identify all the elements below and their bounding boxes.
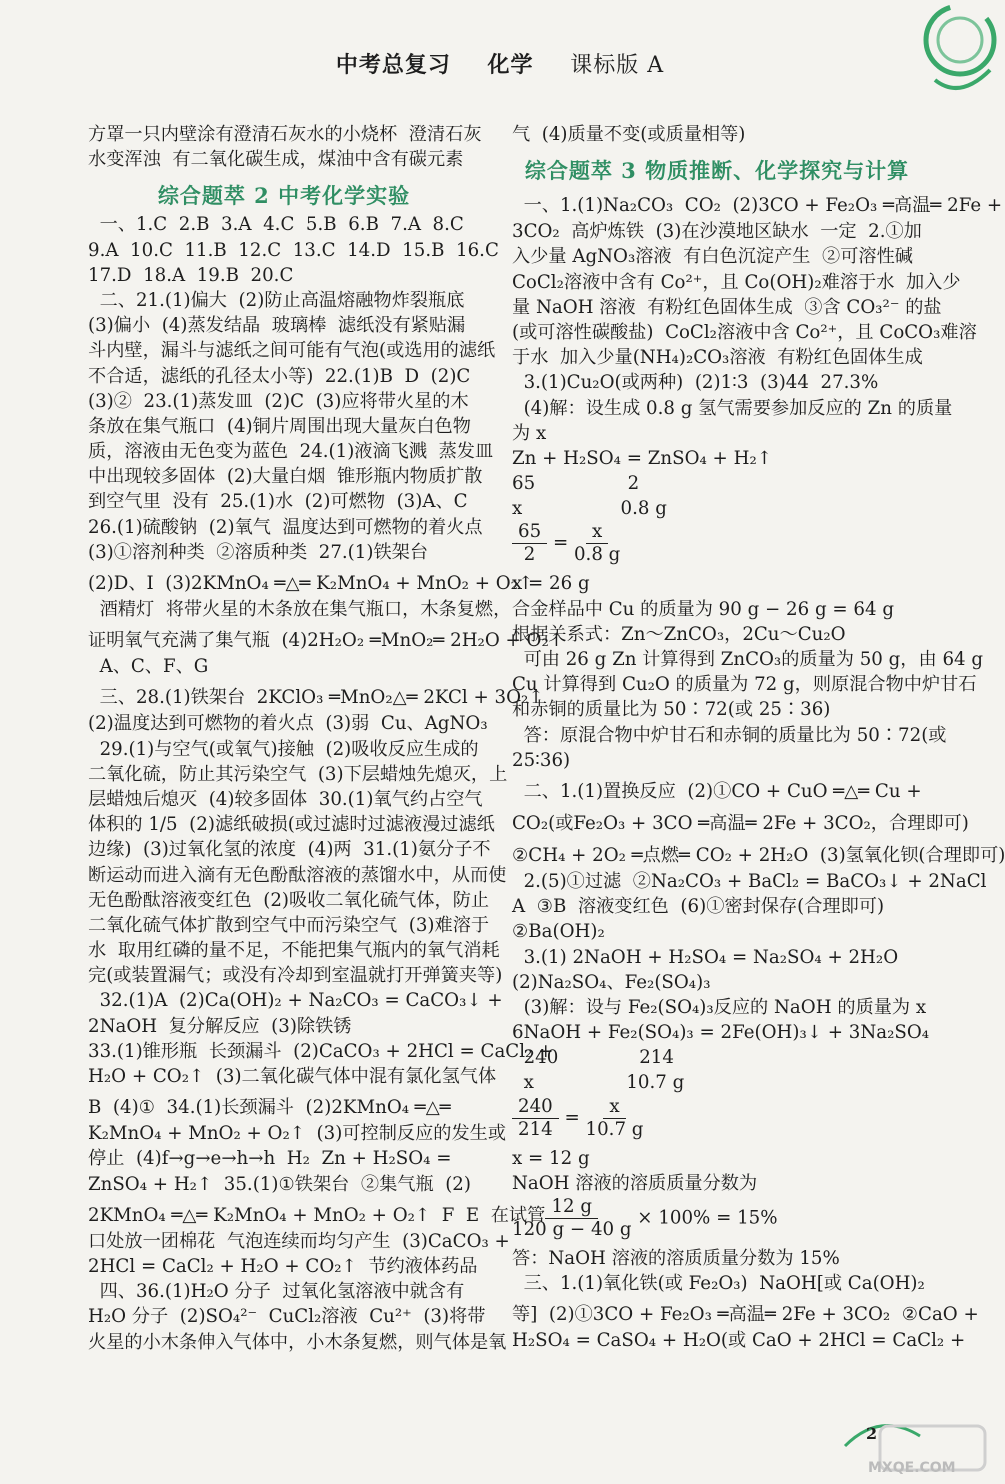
answer-line: 完(或装置漏气；或没有冷却到室温就打开弹簧夹等) — [88, 965, 503, 987]
answer-line: 三、28.(1)铁架台 2KClO₃ ═MnO₂△═ 2KCl + 3O₂↑ — [88, 687, 544, 709]
answer-line: x = 26 g — [512, 573, 590, 595]
answer-line: 口处放一团棉花 气泡连续而均匀产生 (3)CaCO₃ + — [88, 1230, 510, 1252]
page-number: 2 — [866, 1424, 878, 1443]
answer-line: CoCl₂溶液中含有 Co²⁺，且 Co(OH)₂难溶于水 加入少 — [512, 271, 961, 293]
answer-line: 方罩一只内壁涂有澄清石灰水的小烧杯 澄清石灰 — [88, 124, 482, 145]
answer-line: 2NaOH 复分解反应 (3)除铁锈 — [88, 1015, 352, 1037]
answer-line: 证明氧气充满了集气瓶 (4)2H₂O₂ ═MnO₂═ 2H₂O + O₂↑ — [88, 630, 565, 652]
answer-line: 可由 26 g Zn 计算得到 ZnCO₃的质量为 50 g，由 64 g — [512, 649, 984, 670]
answer-line: 3.(1) 2NaOH + H₂SO₄ = Na₂SO₄ + 2H₂O — [512, 946, 899, 968]
answer-line: H₂O + CO₂↑ (3)二氧化碳气体中混有氯化氢气体 — [88, 1066, 497, 1087]
section-heading: 综合题萃 2 中考化学实验 — [157, 183, 411, 209]
section-heading: 综合题萃 3 物质推断、化学探究与计算 — [524, 158, 910, 184]
answer-line: Cu 计算得到 Cu₂O 的质量为 72 g，则原混合物中炉甘石 — [512, 674, 977, 696]
answer-line: K₂MnO₄ + MnO₂ + O₂↑ (3)可控制反应的发生或 — [88, 1123, 507, 1145]
answer-line: 斗内壁，漏斗与滤纸之间可能有气泡(或选用的滤纸 — [88, 340, 496, 362]
answer-line: ②Ba(OH)₂ — [512, 921, 605, 943]
answer-line: (2)Na₂SO₄、Fe₂(SO₄)₃ — [512, 971, 711, 993]
answer-line: Zn + H₂SO₄ = ZnSO₄ + H₂↑ — [512, 447, 772, 469]
publisher-logo-icon — [905, 0, 995, 110]
answer-line: 6NaOH + Fe₂(SO₄)₃ = 2Fe(OH)₃↓ + 3Na₂SO₄ — [512, 1022, 930, 1044]
answer-line: (2)D、I (3)2KMnO₄ ═△═ K₂MnO₄ + MnO₂ + O₂↑ — [88, 573, 534, 594]
answer-line: 无色酚酞溶液变红色 (2)吸收二氧化硫气体，防止 — [88, 889, 490, 911]
answer-line: 26.(1)硫酸钠 (2)氧气 温度达到可燃物的着火点 — [88, 516, 483, 538]
answer-line: (3)①溶剂种类 ②溶质种类 27.(1)铁架台 — [88, 541, 429, 563]
answer-line: 二氧化硫气体扩散到空气中而污染空气 (3)难溶于 — [88, 914, 490, 936]
header-subject: 化学 — [487, 52, 534, 78]
answer-line: 等] (2)①3CO + Fe₂O₃ ═高温═ 2Fe + 3CO₂ ②CaO + — [512, 1304, 979, 1326]
answer-line: (4)解：设生成 0.8 g 氢气需要参加反应的 Zn 的质量 — [512, 397, 953, 419]
answer-line: H₂SO₄ = CaSO₄ + H₂O(或 CaO + 2HCl = CaCl₂ + — [512, 1330, 966, 1352]
answer-line: 17.D 18.A 19.B 20.C — [88, 264, 294, 286]
answer-line: ZnSO₄ + H₂↑ 35.(1)①铁架台 ②集气瓶 (2) — [88, 1173, 471, 1195]
answer-line: NaOH 溶液的溶质质量分数为 — [512, 1172, 758, 1194]
answer-line: ②CH₄ + 2O₂ ═点燃═ CO₂ + 2H₂O (3)氢氧化钡(合理即可) — [512, 844, 1005, 866]
answer-line: 酒精灯 将带火星的木条放在集气瓶口，木条复燃， — [88, 599, 512, 620]
answer-line: A ③B 溶液变红色 (6)①密封保存(合理即可) — [512, 896, 885, 918]
answer-line: 29.(1)与空气(或氧气)接触 (2)吸收反应生成的 — [88, 738, 479, 760]
answer-line: 240 214 — [512, 1047, 674, 1069]
answer-line: CO₂(或Fe₂O₃ + 3CO ═高温═ 2Fe + 3CO₂，合理即可) — [512, 812, 969, 834]
answer-line: 合金样品中 Cu 的质量为 90 g − 26 g = 64 g — [512, 598, 894, 620]
answer-line: 2HCl = CaCl₂ + H₂O + CO₂↑ 节约液体药品 — [88, 1255, 478, 1277]
fraction-equation: $\frac{12 g}{120 g - 40 g}$ × 100% = 15% — [512, 1196, 778, 1240]
answer-line: 答：原混合物中炉甘石和赤铜的质量比为 50∶72(或 — [512, 724, 947, 746]
answer-line: 一、1.C 2.B 3.A 4.C 5.B 6.B 7.A 8.C — [88, 214, 464, 236]
answer-line: (或可溶性碳酸盐) CoCl₂溶液中含 Co²⁺，且 CoCO₃难溶 — [512, 321, 977, 343]
answer-line: 层蜡烛后熄灭 (4)较多固体 30.(1)氧气约占空气 — [88, 788, 483, 810]
answer-line: 三、1.(1)氧化铁(或 Fe₂O₃) NaOH[或 Ca(OH)₂ — [512, 1273, 925, 1295]
answer-line: 二氧化硫，防止其污染空气 (3)下层蜡烛先熄灭，上 — [88, 763, 508, 785]
answer-column-right — [512, 122, 1005, 1354]
answer-line: 2KMnO₄ ═△═ K₂MnO₄ + MnO₂ + O₂↑ F E 在试管 — [88, 1204, 546, 1226]
answer-line: 33.(1)锥形瓶 长颈漏斗 (2)CaCO₃ + 2HCl = CaCl₂ + — [88, 1040, 554, 1062]
fraction-equation: $\frac{65}{2}$ = $\frac{x}{0.8 g}$ — [512, 521, 922, 571]
answer-line: 二、1.(1)置换反应 (2)①CO + CuO ═△═ Cu + — [512, 780, 922, 802]
answer-line: 32.(1)A (2)Ca(OH)₂ + Na₂CO₃ = CaCO₃↓ + — [88, 990, 503, 1012]
answer-line: 中出现较多固体 (2)大量白烟 锥形瓶内物质扩散 — [88, 466, 483, 488]
header-edition: 课标版 A — [570, 53, 665, 78]
answer-line: A、C、F、G — [88, 656, 209, 678]
answer-line: x 10.7 g — [512, 1072, 685, 1094]
answer-line: x 0.8 g — [512, 498, 667, 520]
answer-line: 断运动而进入滴有无色酚酞溶液的蒸馏水中，从而使 — [88, 864, 507, 886]
answer-line: 于水 加入少量(NH₄)₂CO₃溶液 有粉红色固体生成 — [512, 347, 923, 369]
answer-line: B (4)① 34.(1)长颈漏斗 (2)2KMnO₄ ═△═ — [88, 1097, 451, 1119]
answer-line: 量 NaOH 溶液 有粉红色固体生成 ③含 CO₃²⁻ 的盐 — [512, 296, 942, 318]
answer-line: 二、21.(1)偏大 (2)防止高温熔融物炸裂瓶底 — [88, 289, 465, 311]
answer-line: (3)② 23.(1)蒸发皿 (2)C (3)应将带火星的木 — [88, 390, 469, 412]
page-header — [0, 48, 1000, 79]
answer-line: 3.(1)Cu₂O(或两种) (2)1∶3 (3)44 27.3% — [512, 372, 879, 394]
answer-line: 根据关系式：Zn～ZnCO₃，2Cu～Cu₂O — [512, 623, 846, 645]
answer-line: (3)偏小 (4)蒸发结晶 玻璃棒 滤纸没有紧贴漏 — [88, 315, 466, 337]
watermark-text: MXQE.COM — [868, 1460, 956, 1476]
answer-line: 不合适，滤纸的孔径太小等) 22.(1)B D (2)C — [88, 365, 471, 387]
answer-line: 到空气里 没有 25.(1)水 (2)可燃物 (3)A、C — [88, 491, 468, 513]
answer-line: 火星的小木条伸入气体中，小木条复燃，则气体是氧 — [88, 1331, 507, 1353]
answer-line: 25∶36) — [512, 749, 571, 771]
header-title: 中考总复习 — [335, 52, 451, 78]
answer-line: 条放在集气瓶口 (4)铜片周围出现大量灰白色物 — [88, 415, 471, 437]
answer-line: 气 (4)质量不变(或质量相等) — [512, 124, 746, 145]
answer-line: 边缘) (3)过氧化氢的浓度 (4)两 31.(1)氨分子不 — [88, 839, 491, 861]
answer-line: 65 2 — [512, 473, 640, 495]
answer-line: 停止 (4)f→g→e→h→h H₂ Zn + H₂SO₄ = — [88, 1148, 452, 1170]
answer-line: 水 取用红磷的量不足，不能把集气瓶内的氧气消耗 — [88, 940, 500, 962]
answer-line: 为 x — [512, 422, 547, 444]
answer-line: 水变浑浊 有二氧化碳生成，煤油中含有碳元素 — [88, 149, 464, 171]
answer-line: 和赤铜的质量比为 50∶72(或 25∶36) — [512, 699, 831, 721]
answer-line: (2)温度达到可燃物的着火点 (3)弱 Cu、AgNO₃ — [88, 713, 488, 735]
answer-line: 体积的 1/5 (2)滤纸破损(或过滤时过滤液漫过滤纸 — [88, 814, 495, 836]
fraction-equation: $\frac{240}{214}$ = $\frac{x}{10.7 g}$ — [512, 1096, 922, 1146]
answer-line: 入少量 AgNO₃溶液 有白色沉淀产生 ②可溶性碱 — [512, 246, 913, 268]
answer-line: x = 12 g — [512, 1147, 590, 1169]
answer-line: 9.A 10.C 11.B 12.C 13.C 14.D 15.B 16.C — [88, 239, 499, 261]
answer-line: 答：NaOH 溶液的溶质质量分数为 15% — [512, 1248, 840, 1269]
answer-line: 2.(5)①过滤 ②Na₂CO₃ + BaCl₂ = BaCO₃↓ + 2NaCl — [512, 870, 987, 892]
answer-line: (3)解：设与 Fe₂(SO₄)₃反应的 NaOH 的质量为 x — [512, 996, 927, 1018]
answer-line: H₂O 分子 (2)SO₄²⁻ CuCl₂溶液 Cu²⁺ (3)将带 — [88, 1306, 486, 1328]
answer-line: 一、1.(1)Na₂CO₃ CO₂ (2)3CO + Fe₂O₃ ═高温═ 2Fe + — [512, 195, 1003, 217]
answer-line: 四、36.(1)H₂O 分子 过氧化氢溶液中就含有 — [88, 1281, 465, 1303]
answer-line: 3CO₂ 高炉炼铁 (3)在沙漠地区缺水 一定 2.①加 — [512, 221, 922, 243]
answer-line: 质，溶液由无色变为蓝色 24.(1)液滴飞溅 蒸发皿 — [88, 441, 494, 463]
